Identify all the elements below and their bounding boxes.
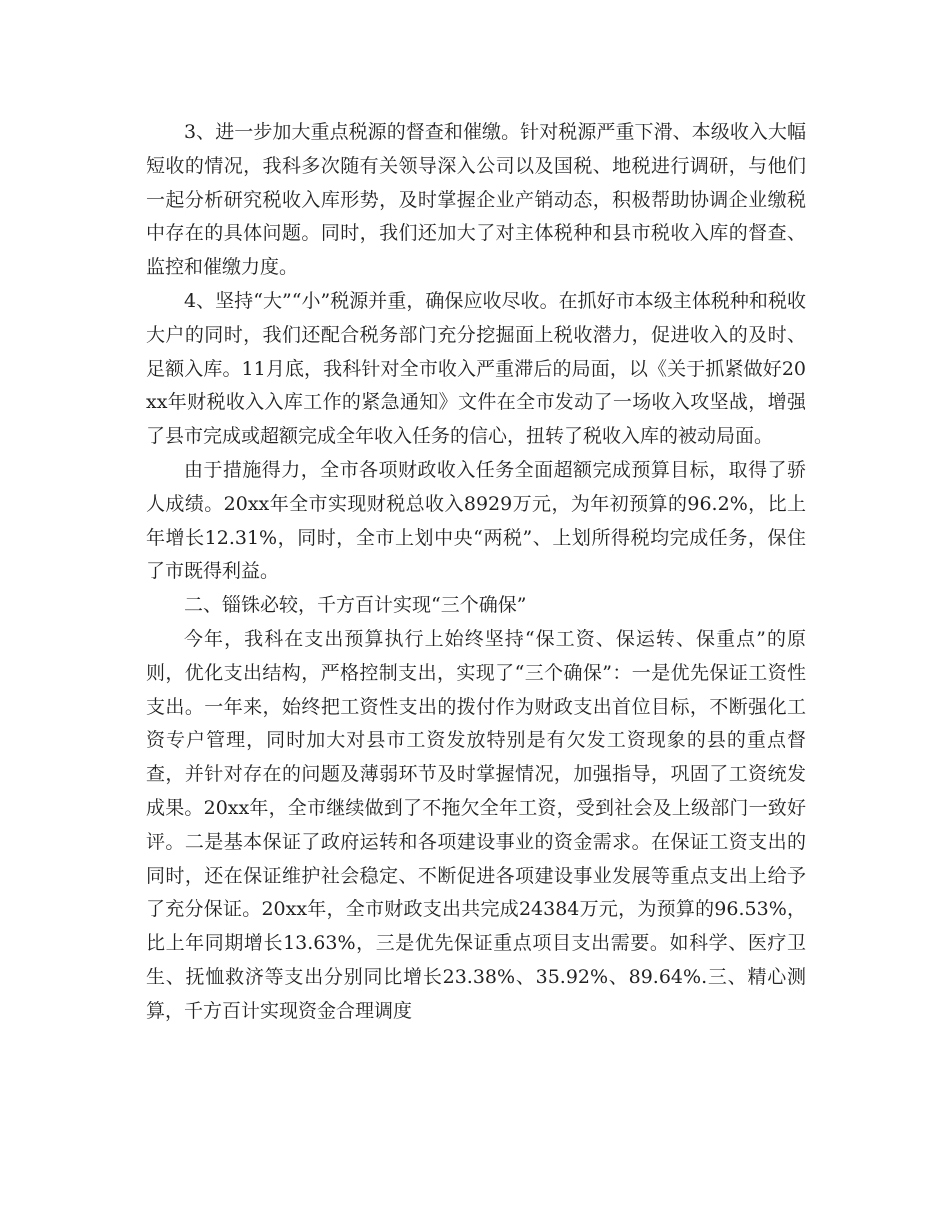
paragraph-tax-supervision: 3、进一步加大重点税源的督查和催缴。针对税源严重下滑、本级收入大幅短收的情况，我科多次随有关领导深入公司以及国税、地税进行调研，与他们一起分析研究税收入库形势，及时掌握企业产销动态，积极帮助协调企业缴税中存在的具体问题。同时，我们还加大了对主体税种和县市税收入库的督查、监控和催缴力度。 xyxy=(146,121,806,279)
paragraph-expenditure: 今年，我科在支出预算执行上始终坚持“保工资、保运转、保重点”的原则，优化支出结构，严格控制支出，实现了“三个确保”：一是优先保证工资性支出。一年来，始终把工资性支出的拨付作为财政支出首位目标，不断强化工资专户管理，同时加大对县市工资发放特别是有欠发工资现象的县的重点督查，并针对存在的问题及薄弱环节及时掌握情况，加强指导，巩固了工资统发成果。20xx年，全市继续做到了不拖欠全年工资，受到社会及上级部门一致好评。二是基本保证了政府运转和各项建设事业的资金需求。在保证工资支出的同时，还在保证维护社会稳定、不断促进各项建设事业发展等重点支出上给予了充分保证。20xx年，全市财政支出共完成24384万元，为预算的96.53%，比上年同期增长13.63%，三是优先保证重点项目支出需要。如科学、医疗卫生、抚恤救济等支出分别同比增长23.38%、35.92%、89.64%.三、精心测算，千方百计实现资金合理调度 xyxy=(146,627,806,1022)
paragraph-revenue-results: 由于措施得力，全市各项财政收入任务全面超额完成预算目标，取得了骄人成绩。20xx年全市实现财税总收入8929万元，为年初预算的96.2%，比上年增长12.31%，同时，全市上划中央“两税”、上划所得税均完成任务，保住了市既得利益。 xyxy=(146,458,806,583)
document-body xyxy=(146,116,806,1029)
paragraph-tax-collection: 4、坚持“大”“小”税源并重，确保应收尽收。在抓好市本级主体税种和税收大户的同时，我们还配合税务部门充分挖掘面上税收潜力，促进收入的及时、足额入库。11月底，我科针对全市收入严重滞后的局面，以《关于抓紧做好20xx年财税收入入库工作的紧急通知》文件在全市发动了一场收入攻坚战，增强了县市完成或超额完成全年收入任务的信心，扭转了税收入库的被动局面。 xyxy=(146,289,806,448)
section-heading-three-guarantees: 二、锱铢必较，千方百计实现“三个确保” xyxy=(184,594,527,617)
